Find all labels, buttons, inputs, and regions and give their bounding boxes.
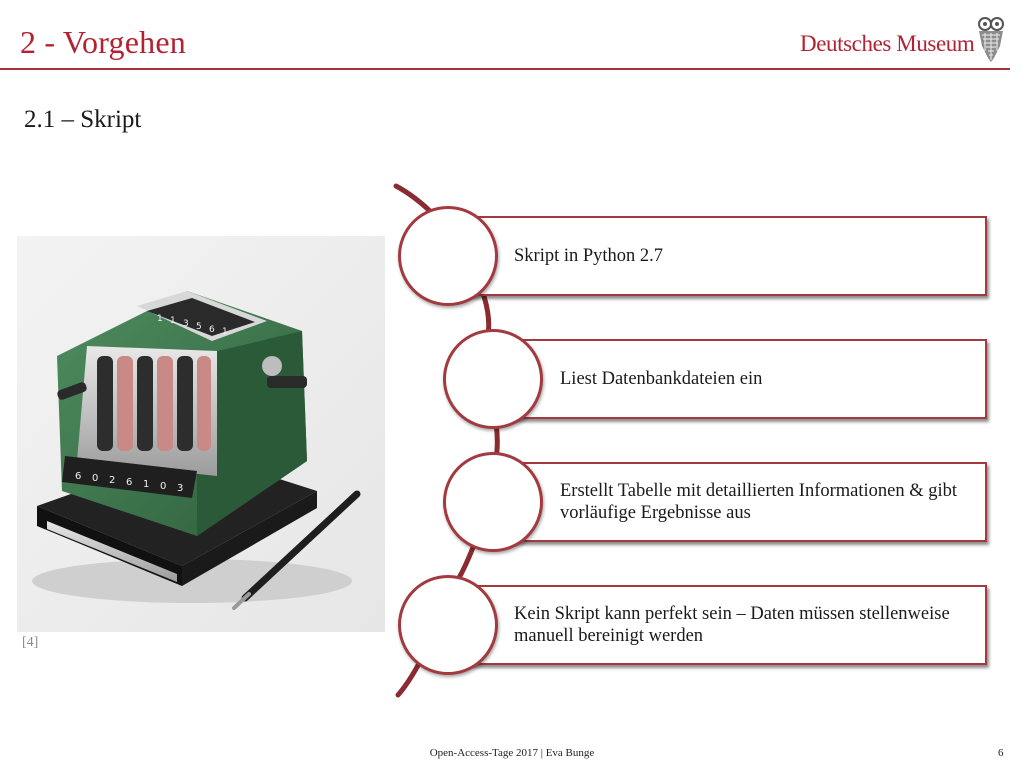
svg-text:6: 6 <box>209 325 215 335</box>
slide-title: 2 - Vorgehen <box>20 24 186 60</box>
svg-text:0: 0 <box>92 473 99 484</box>
svg-text:6: 6 <box>75 471 82 482</box>
step-circle <box>443 329 543 429</box>
calculating-machine-photo <box>17 236 385 632</box>
title-divider <box>0 68 1010 70</box>
step-circle <box>443 452 543 552</box>
svg-text:3: 3 <box>183 319 189 329</box>
step-bar <box>470 585 987 665</box>
svg-text:3: 3 <box>177 483 184 494</box>
page-number: 6 <box>998 747 1004 759</box>
step-circle <box>398 575 498 675</box>
image-reference: [4] <box>22 635 39 650</box>
step-text: Skript in Python 2.7 <box>514 246 664 266</box>
svg-text:0: 0 <box>160 481 167 492</box>
svg-text:1: 1 <box>222 327 228 337</box>
svg-text:5: 5 <box>196 322 202 332</box>
logo-text: Deutsches Museum <box>800 31 975 56</box>
svg-text:1: 1 <box>157 314 163 324</box>
svg-text:2: 2 <box>109 475 116 486</box>
step-text: Liest Datenbankdateien ein <box>560 369 763 389</box>
step-circle <box>398 206 498 306</box>
svg-text:1: 1 <box>170 316 176 326</box>
svg-text:6: 6 <box>126 477 133 488</box>
step-text: Kein Skript kann perfekt sein – Daten müssen stellenweise manuell bereinigt werden <box>514 604 950 646</box>
section-heading: 2.1 – Skript <box>24 106 142 133</box>
step-bar <box>470 216 987 296</box>
step-bar <box>470 339 987 419</box>
owl-logo-icon <box>976 16 1006 66</box>
svg-text:1: 1 <box>143 479 150 490</box>
deutsches-museum-logo <box>800 14 1012 66</box>
footer-text: Open-Access-Tage 2017 | Eva Bunge <box>429 747 595 759</box>
step-text: Erstellt Tabelle mit detaillierten Informationen & gibt vorläufige Ergebnisse aus <box>560 481 958 523</box>
step-bar <box>470 462 987 542</box>
